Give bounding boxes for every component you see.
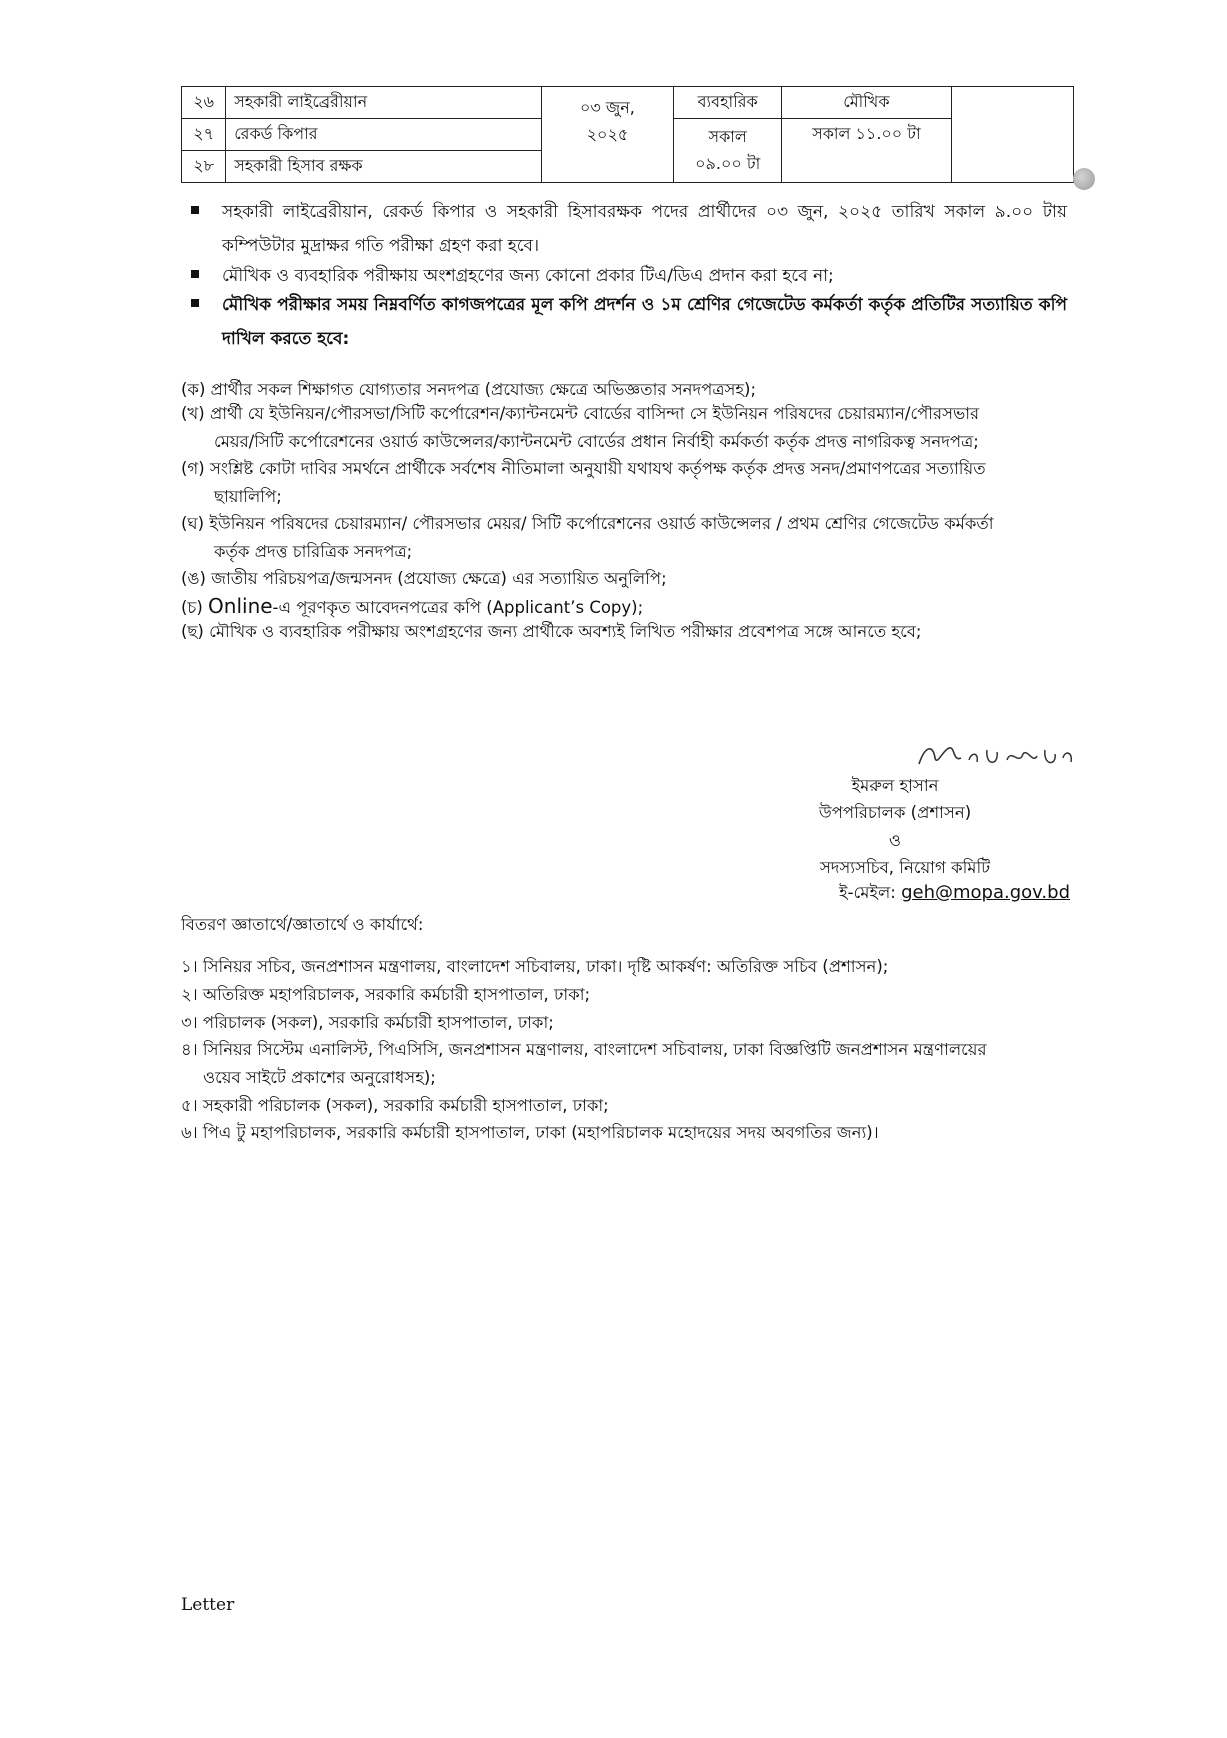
distribution-item: ৫। সহকারী পরিচালক (সকল), সরকারি কর্মচারী হাসপাতাল, ঢাকা;: [181, 1096, 609, 1115]
signatory-role: সদস্যসচিব, নিয়োগ কমিটি: [819, 858, 991, 877]
row-number: ২৭: [182, 119, 226, 151]
doc-item-ga-line2: ছায়ালিপি;: [214, 487, 282, 506]
post-name: রেকর্ড কিপার: [226, 119, 541, 151]
practical-header: ব্যবহারিক: [674, 87, 782, 119]
exam-date-line2: ২০২৫: [586, 125, 629, 144]
doc-item-chha: (ছ) মৌখিক ও ব্যবহারিক পরীক্ষায় অংশগ্রহণের জন্য প্রার্থীকে অবশ্যই লিখিত পরীক্ষার প্রবেশপত্র সঙ্গে আনতে হবে;: [181, 622, 922, 641]
doc-item-cha-rest: -এ পূরণকৃত আবেদনপত্রের কপি (Applicant’s Copy);: [272, 598, 644, 617]
distribution-title: বিতরণ জ্ঞাতার্থে/জ্ঞাতার্থে ও কার্যার্থে:: [181, 915, 424, 934]
schedule-table: [181, 86, 1074, 183]
signatory-designation: উপপরিচালক (প্রশাসন): [818, 803, 972, 822]
distribution-item: ২। অতিরিক্ত মহাপরিচালক, সরকারি কর্মচারী হাসপাতাল, ঢাকা;: [181, 985, 591, 1004]
doc-item-uma: (ঙ) জাতীয় পরিচয়পত্র/জন্মসনদ (প্রযোজ্য ক্ষেত্রে) এর সত্যায়িত অনুলিপি;: [181, 569, 667, 588]
doc-item-gha-line1: (ঘ) ইউনিয়ন পরিষদের চেয়ারম্যান/ পৌরসভার মেয়র/ সিটি কর্পোরেশনের ওয়ার্ড কাউন্সেলর / প্রথম শ্রেণির গেজেটেড কর্মকর্তা: [181, 514, 994, 533]
remarks-cell: [951, 87, 1073, 183]
distribution-item-line2: ওয়েব সাইটে প্রকাশের অনুরোধসহ);: [203, 1068, 436, 1087]
bullet-text: মৌখিক পরীক্ষার সময় নিম্নবর্ণিত কাগজপত্রের মূল কপি প্রদর্শন ও ১ম শ্রেণির গেজেটেড কর্মকর্তা কর্তৃক প্রতিটির সত্যায়িত কপি দাখিল করতে হবে:: [222, 295, 1067, 349]
doc-item-kha-line1: (খ) প্রার্থী যে ইউনিয়ন/পৌরসভা/সিটি কর্পোরেশন/ক্যান্টনমেন্ট বোর্ডের বাসিন্দা সে ইউনিয়ন পরিষদের চেয়ারম্যান/পৌরসভার: [181, 404, 980, 423]
doc-item-ga: [181, 455, 1071, 511]
doc-item-kha-line2: মেয়র/সিটি কর্পোরেশনের ওয়ার্ড কাউন্সেলর/ক্যান্টনমেন্ট বোর্ডের প্রধান নির্বাহী কর্মকর্তা কর্তৃক প্রদত্ত নাগরিকত্ব সনদপত্র;: [214, 432, 979, 451]
signatory-name: ইমরুল হাসান: [851, 776, 939, 795]
doc-item-gha: [181, 510, 1071, 566]
scan-mark: [1073, 168, 1095, 190]
signatory-email: [770, 880, 1070, 907]
practical-time-line2: ০৯.০০ টা: [695, 153, 761, 173]
bullet-text: সহকারী লাইব্রেরীয়ান, রেকর্ড কিপার ও সহকারী হিসাবরক্ষক পদের প্রার্থীদের ০৩ জুন, ২০২৫ তারিখ সকাল ৯.০০ টায় কম্পিউটার মুদ্রাক্ষর গতি পরীক্ষা গ্রহণ করা হবে।: [222, 202, 1067, 256]
bullet-documents-required: [222, 288, 1067, 356]
bullet-square-icon: [191, 206, 199, 214]
distribution-item: ৬। পিএ টু মহাপরিচালক, সরকারি কর্মচারী হাসপাতাল, ঢাকা (মহাপরিচালক মহোদয়ের সদয় অবগতির জন্য)।: [181, 1123, 879, 1142]
row-number: ২৮: [182, 151, 226, 183]
distribution-item: [181, 1036, 1071, 1092]
post-name: সহকারী হিসাব রক্ষক: [226, 151, 541, 183]
post-name: সহকারী লাইব্রেরীয়ান: [226, 87, 541, 119]
viva-time: সকাল ১১.০০ টা: [782, 119, 952, 183]
table-row: [182, 87, 1074, 119]
bullet-text: মৌখিক ও ব্যবহারিক পরীক্ষায় অংশগ্রহণের জন্য কোনো প্রকার টিএ/ডিএ প্রদান করা হবে না;: [222, 266, 834, 286]
bullet-square-icon: [191, 299, 199, 307]
email-label: ই-মেইল:: [839, 883, 902, 902]
distribution-item: ১। সিনিয়র সচিব, জনপ্রশাসন মন্ত্রণালয়, বাংলাদেশ সচিবালয়, ঢাকা। দৃষ্টি আকর্ষণ: অতিরিক্ত সচিব (প্রশাসন);: [181, 957, 889, 976]
footer-label: Letter: [181, 1595, 235, 1615]
viva-header: মৌখিক: [782, 87, 952, 119]
email-link[interactable]: geh@mopa.gov.bd: [901, 882, 1070, 903]
signatory-and: ও: [888, 831, 902, 850]
distribution-item-line1: ৪। সিনিয়র সিস্টেম এনালিস্ট, পিএসিসি, জনপ্রশাসন মন্ত্রণালয়, বাংলাদেশ সচিবালয়, ঢাকা বিজ্ঞপ্তিটি জনপ্রশাসন মন্ত্রণালয়ের: [181, 1040, 987, 1059]
doc-item-kha: [181, 400, 1071, 456]
practical-time-line1: সকাল: [708, 126, 747, 146]
doc-item-ka: (ক) প্রার্থীর সকল শিক্ষাগত যোগ্যতার সনদপত্র (প্রযোজ্য ক্ষেত্রে অভিজ্ঞতার সনদপত্রসহ);: [181, 380, 757, 399]
row-number: ২৬: [182, 87, 226, 119]
doc-item-cha-online: Online: [208, 594, 273, 618]
exam-date-line1: ০৩ জুন,: [580, 98, 635, 117]
handwritten-signature: [915, 736, 1075, 776]
practical-time: [674, 119, 782, 183]
bullet-typing-test: [222, 195, 1067, 263]
exam-date: [541, 87, 674, 183]
bullet-square-icon: [191, 270, 199, 278]
distribution-item: ৩। পরিচালক (সকল), সরকারি কর্মচারী হাসপাতাল, ঢাকা;: [181, 1013, 554, 1032]
doc-item-cha-prefix: (চ): [181, 598, 209, 617]
doc-item-ga-line1: (গ) সংশ্লিষ্ট কোটা দাবির সমর্থনে প্রার্থীকে সর্বশেষ নীতিমালা অনুযায়ী যথাযথ কর্তৃপক্ষ কর্তৃক প্রদত্ত সনদ/প্রমাণপত্রের সত্যায়িত: [181, 459, 986, 478]
doc-item-gha-line2: কর্তৃক প্রদত্ত চারিত্রিক সনদপত্র;: [214, 542, 413, 561]
